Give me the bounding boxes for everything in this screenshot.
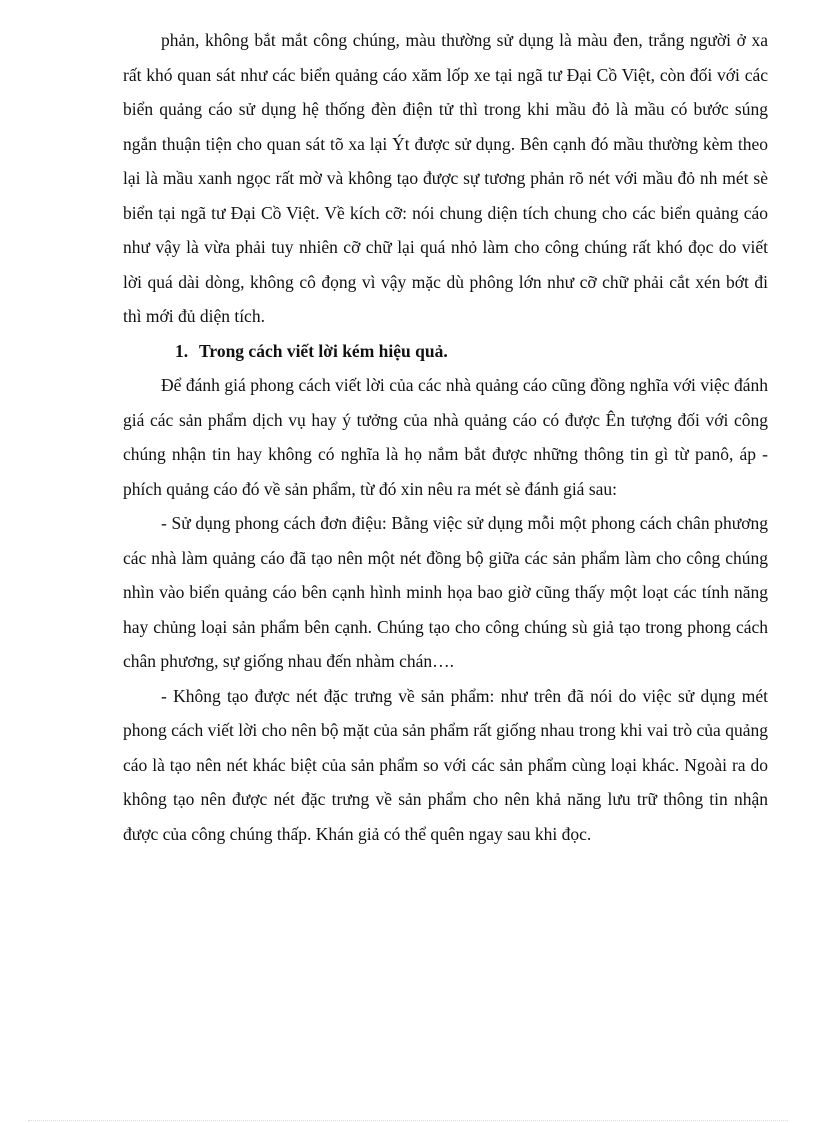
bullet-paragraph-2: - Không tạo được nét đặc trưng về sản phẩm: như trên đã nói do việc sử dụng mét phong cách viết lời cho nên bộ mặt của sản phẩm rất giống nhau trong khi vai trò của quảng cáo là tạo nên nét khác biệt của sản phẩm so với các sản phẩm cùng loại khác. Ngoài ra do không tạo nên được nét đặc trưng về sản phẩm cho nên khả năng lưu trữ thông tin nhận được của công chúng thấp. Khán giả có thể quên ngay sau khi đọc.	[123, 685, 768, 844]
section-heading	[123, 334, 768, 369]
heading-text: Trong cách viết lời kém hiệu quả.	[199, 340, 448, 361]
bullet-paragraph-1: - Sử dụng phong cách đơn điệu: Bằng việc sử dụng mỗi một phong cách chân phương các nhà làm quảng cáo đã tạo nên một nét đồng bộ giữa các sản phẩm làm cho công chúng nhìn vào biển quảng cáo bên cạnh hình minh họa bao giờ cũng thấy một loạt các tính năng hay chủng loại sản phẩm bên cạnh. Chúng tạo cho công chúng sù giả tạo trong phong cách chân phương, sự giống nhau đến nhàm chán….	[123, 513, 768, 671]
paragraph-continuation: phản, không bắt mắt công chúng, màu thường sử dụng là màu đen, trắng người ở xa rất khó quan sát như các biển quảng cáo xăm lốp xe tại ngã tư Đại Cồ Việt, còn đối với các biển quảng cáo sử dụng hệ thống đèn điện tử thì trong khi mầu đỏ là mầu có bước súng ngắn thuận tiện cho quan sát tõ xa lại Ýt được sử dụng. Bên cạnh đó mầu thường kèm theo lại là mầu xanh ngọc rất mờ và không tạo được sự tương phản rõ nét với mầu đỏ nh mét sè biển tại ngã tư Đại Cồ Việt. Về kích cỡ: nói chung diện tích chung cho các biển quảng cáo như vậy là vừa phải tuy nhiên cỡ chữ lại quá nhỏ làm cho công chúng rất khó đọc do viết lời quá dài dòng, không cô đọng vì vậy mặc dù phông lớn như cỡ chữ phải cắt xén bớt đi thì mới đủ diện tích.	[123, 30, 768, 326]
document-body	[123, 23, 768, 851]
heading-number: 1.	[175, 340, 189, 361]
paragraph-intro: Để đánh giá phong cách viết lời của các nhà quảng cáo cũng đồng nghĩa với việc đánh giá các sản phẩm dịch vụ hay ý tưởng của nhà quảng cáo có được Ên tượng đối với công chúng nhận tin hay không có nghĩa là họ nắm bắt được những thông tin gì từ panô, áp - phích quảng cáo đó về sản phẩm, từ đó xin nêu ra mét sè đánh giá sau:	[123, 375, 768, 499]
